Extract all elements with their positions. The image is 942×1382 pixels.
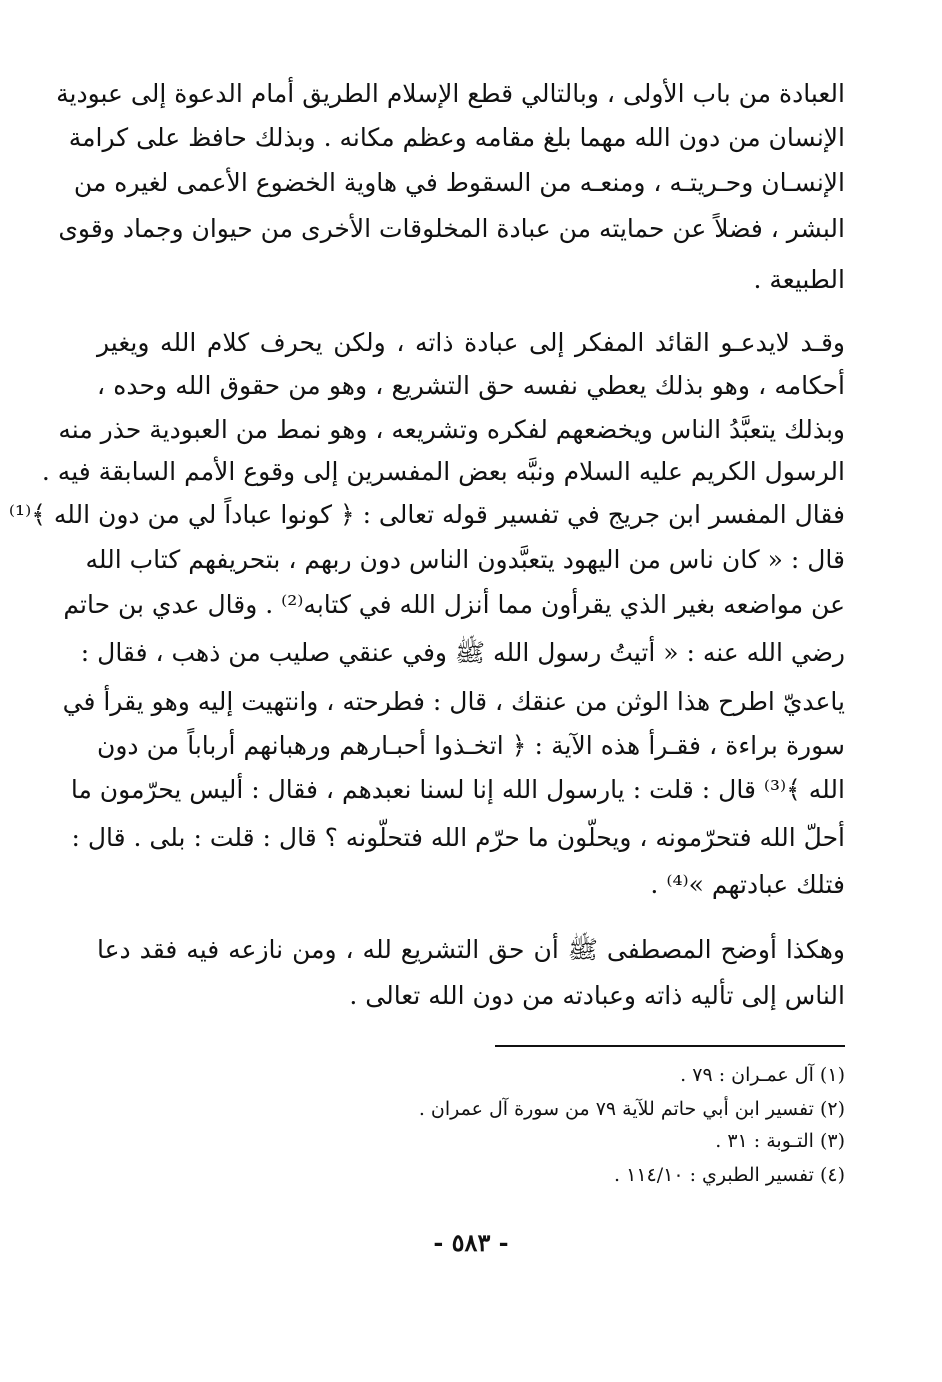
page-number: - ٥٨٣ - (433, 1228, 509, 1257)
text-line: الطبيعة . (753, 265, 845, 294)
text-line: العبادة من باب الأولى ، وبالتالي قطع الإسلام الطريق أمام الدعوة إلى عبودية (56, 79, 845, 108)
text-line: وبذلك يتعبَّدُ الناس ويخضعهم لفكره وتشريعه ، وهو نمط من العبودية حذر منه (58, 415, 845, 444)
text-line: أحكامه ، وهو بذلك يعطي نفسه حق التشريع ، وهو من حقوق الله وحده ، (97, 371, 845, 400)
text-line: الناس إلى تأليه ذاته وعبادته من دون الله تعالى . (349, 981, 845, 1010)
text-line: الرسول الكريم عليه السلام ونبَّه بعض المفسرين إلى وقوع الأمم السابقة فيه . (41, 457, 845, 486)
text-line: الإنسـان وحـريتـه ، ومنعـه من السقوط في هاوية الخضوع الأعمى لغيره من (73, 168, 845, 197)
text-line: فقال المفسر ابن جريج في تفسير قوله تعالى : ﴿ كونوا عباداً لي من دون الله ﴾⁽¹⁾ (8, 500, 845, 529)
text-line: قال : « كان ناس من اليهود يتعبَّدون الناس دون ربهم ، بتحريفهم كتاب الله (85, 545, 845, 574)
text-line: أحلّ الله فتحرّمونه ، ويحلّون ما حرّم الله فتحلّونه ؟ قال : قلت : بلى . قال : (71, 823, 845, 852)
text-line: الله ﴾⁽³⁾ قال : قلت : يارسول الله إنا لسنا نعبدهم ، فقال : أليس يحرّمون ما (70, 775, 845, 804)
footnote: (١) آل عمـران : ٧٩ . (680, 1064, 845, 1086)
text-line: رضي الله عنه : « أتيتُ رسول الله ﷺ وفي عنقي صليب من ذهب ، فقال : (80, 638, 845, 667)
text-line: وقـد لايدعـو القائد المفكر إلى عبادة ذاته ، ولكن يحرف كلام الله ويغير (97, 328, 845, 357)
text-line: وهكذا أوضح المصطفى ﷺ أن حق التشريع لله ، ومن نازعه فيه فقد دعا (97, 935, 845, 964)
text-line: عن مواضعه بغير الذي يقرأون مما أنزل الله في كتابه⁽²⁾ . وقال عدي بن حاتم (63, 590, 845, 619)
text-line: البشر ، فضلاً عن حمايته من عبادة المخلوقات الأخرى من حيوان وجماد وقوى (58, 214, 845, 243)
text-line: ياعديّ اطرح هذا الوثن من عنقك ، قال : فطرحته ، وانتهيت إليه وهو يقرأ في (62, 687, 845, 716)
footnote: (٤) تفسير الطبري : ١١٤/١٠ . (614, 1164, 845, 1186)
footnote: (٢) تفسير ابن أبي حاتم للآية ٧٩ من سورة آل عمران . (418, 1098, 845, 1120)
footnote-divider (495, 1045, 845, 1047)
text-line: الإنسان من دون الله مهما بلغ مقامه وعظم مكانه . وبذلك حافظ على كرامة (68, 123, 845, 152)
footnote: (٣) التـوبة : ٣١ . (715, 1130, 845, 1152)
text-line: فتلك عبادتهم »⁽⁴⁾ . (650, 870, 845, 899)
text-line: سورة براءة ، فقـرأ هذه الآية : ﴿ اتخـذوا أحبـارهم ورهبانهم أرباباً من دون (97, 731, 845, 760)
